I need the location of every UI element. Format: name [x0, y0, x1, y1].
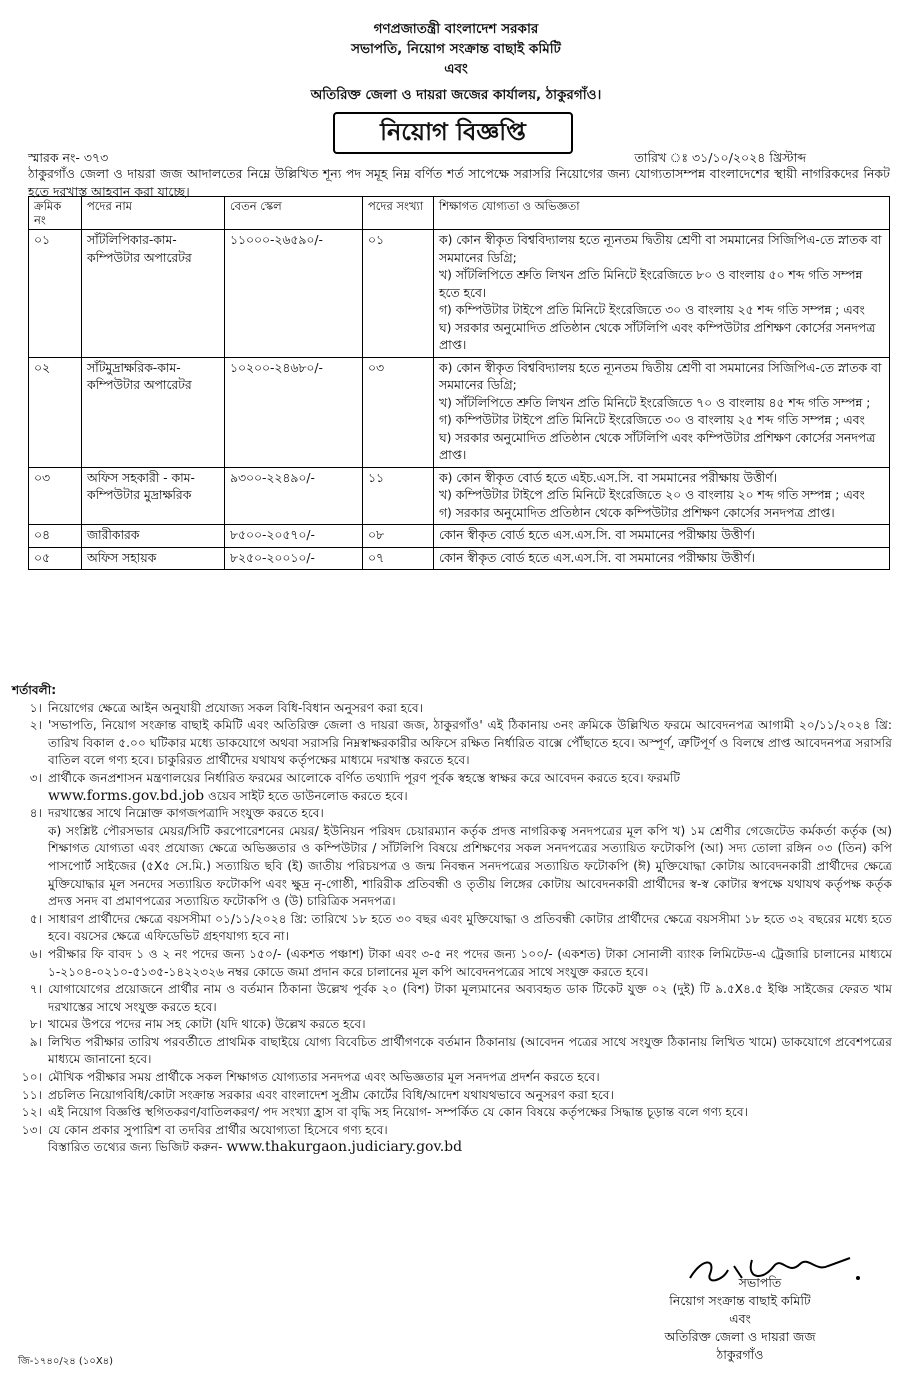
term-number: ১০।: [21, 1070, 42, 1085]
term-text: [48, 1069, 892, 1087]
term-text: [48, 717, 892, 770]
post-count-cell: ০৭: [363, 547, 434, 570]
print-code: জি-১৭৪০/২৪ (১০X৪): [18, 1356, 114, 1367]
table-row: [29, 230, 890, 358]
qualification-item: খ) সাঁটলিপিতে শ্রুতি লিখন প্রতি মিনিটে ইংরেজিতে ৭০ ও বাংলায় ৪৫ শব্দ গতি সম্পন্ন ;: [439, 395, 871, 410]
term-text-main: 'সভাপতি, নিয়োগ সংক্রান্ত বাছাই কমিটি এবং অতিরিক্ত জেলা ও দায়রা জজ, ঠাকুরগাঁও' এই ঠিকানায় ৩নং ক্রমিকে উল্লিখিত ফরমে আবেদনপত্র আগামী ২০/১১/২০২৪ খ্রি: তারিখ বিকাল ৫.০০ ঘটিকার মধ্যে ডাকযোগে অথবা সরাসরি নিম্নস্বাক্ষরকারীর অফিসে রক্ষিত নির্ধারিত বাক্সে পৌঁছাতে হবে। অস্পূর্ণ, ত্রুটিপূর্ণ ও বিলম্বে প্রাপ্ত আবেদনপত্র সরাসরি বাতিল বলে গণ্য হবে। চাকুরিরত প্রার্থীদের যথাযথ কর্তৃপক্ষের মাধ্যমে দরখাস্ত করতে হবে।: [48, 718, 892, 768]
term-text: [48, 770, 892, 805]
term-text: [48, 1034, 892, 1069]
post-count-cell: ০১: [363, 230, 434, 358]
term-text: [48, 911, 892, 946]
qualification-item: গ) কম্পিউটার টাইপে প্রতি মিনিটে ইংরেজিতে ৩০ ও বাংলায় ২৫ শব্দ গতি সম্পন্ন ; এবং: [439, 413, 865, 427]
top-strip: [0, 0, 912, 8]
term-text: [48, 1087, 892, 1105]
pay-scale-cell: ৮২৫০-২০০১০/-: [225, 547, 363, 570]
term-text: [48, 1104, 892, 1122]
memo-number: স্মারক নং- ৩৭৩: [28, 150, 109, 165]
header-post-count: পদের সংখ্যা: [363, 197, 434, 230]
term-text-main: দরখাস্তের সাথে নিম্নোক্ত কাগজপত্রাদি সংযুক্ত করতে হবে।: [48, 806, 324, 821]
post-name-cell: সাঁটমুদ্রাক্ষরিক-কাম-কম্পিউটার অপারেটর: [82, 357, 225, 467]
term-item: [12, 1122, 892, 1140]
qualification-cell: [434, 547, 890, 570]
term-number: ৫।: [29, 911, 42, 926]
term-number: ১১।: [21, 1087, 42, 1102]
terms-label: শর্তাবলী:: [12, 683, 57, 697]
post-name-cell: অফিস সহায়ক: [82, 547, 225, 570]
signature-block: [590, 1248, 890, 1364]
term-text: [48, 700, 892, 718]
visit-text: বিস্তারিত তথ্যের জন্য ভিজিট করুন-: [48, 1140, 223, 1155]
table-header-row: [29, 197, 890, 230]
notice-date: তারিখ ঃ ৩১/১০/২০২৪ খ্রিস্টাব্দ: [634, 150, 806, 165]
terms-section: [12, 682, 892, 1157]
signature-line-1: নিয়োগ সংক্রান্ত বাছাই কমিটি: [669, 1293, 811, 1308]
intro-paragraph: ঠাকুরগাঁও জেলা ও দায়রা জজ আদালতের নিম্নে উল্লিখিত শূন্য পদ সমূহ নিম্ন বর্ণিত শর্ত সাপেক্ষে সরাসরি নিয়োগের জন্য যোগ্যতাসম্পন্ন বাংলাদেশের স্থায়ী নাগরিকদের নিকট হতে দরখাস্ত আহবান করা যাচ্ছে।: [28, 166, 890, 199]
table-row: [29, 547, 890, 570]
term-item: [12, 1069, 892, 1087]
term-text-extra: ওয়েব সাইট হতে ডাউনলোড করতে হবে।: [204, 788, 408, 803]
table-body: [29, 230, 890, 570]
term-text-extra: ক) সংশ্লিষ্ট পৌরসভার মেয়র/সিটি করপোরেশনের মেয়র/ ইউনিয়ন পরিষদ চেয়ারম্যান কর্তৃক প্রদত্ত নাগরিকত্ব সনদপত্রের মূল কপি খ) ১ম শ্রেণীর গেজেটেড কর্মকর্তা কর্তৃক (অ) শিক্ষাগত যোগ্যতা এবং প্রযোজ্য ক্ষেত্রে অভিজ্ঞতার ও কম্পিউটার / সাঁটলিপি বিষয়ে প্রশিক্ষণের সকল সনদপত্রের সত্যায়িত ফটোকপি (আ) সদ্য তোলা রঙ্গিন ০৩ (তিন) কপি পাসপোর্ট সাইজের (৫X৫ সে.মি.) সত্যায়িত ছবি (ই) জাতীয় পরিচয়পত্র ও জন্ম নিবন্ধন সনদপত্রের সত্যায়িত ফটোকপি (ঈ) মুক্তিযোদ্ধা কোটায় আবেদনকারী প্রার্থীদের ক্ষেত্রে মুক্তিযোদ্ধার মূল সনদের সত্যায়িত ফটোকপি এবং ক্ষুদ্র নৃ-গোষ্ঠী, শারিরীক প্রতিবন্ধী ও তৃতীয় লিঙ্গের কোটায় আবেদনকারী প্রার্থীদের স্ব-স্ব কোটার স্বপক্ষে যথাযথ কর্তৃপক্ষ কর্তৃক প্রদত্ত সনদ বা প্রমাণপত্রের সত্যায়িত ফটোকপি ও (উ) চারিত্রিক সনদপত্র।: [48, 823, 892, 909]
visit-line: [12, 1139, 892, 1157]
term-text-main: নিয়োগের ক্ষেত্রে আইন অনুযায়ী প্রযোজ্য সকল বিধি-বিধান অনুসরণ করা হবে।: [48, 700, 424, 715]
qualification-cell: [434, 357, 890, 467]
qualification-item: ক) কোন স্বীকৃত বোর্ড হতে এইচ.এস.সি. বা সমমানের পরীক্ষায় উত্তীর্ণ।: [439, 470, 778, 485]
term-number: ৪।: [29, 806, 42, 821]
header-government: গণপ্রজাতন্ত্রী বাংলাদেশ সরকার: [373, 21, 539, 37]
table-row: [29, 467, 890, 525]
qualification-item: গ) কম্পিউটার টাইপে প্রতি মিনিটে ইংরেজিতে ৩০ ও বাংলায় ২৫ শব্দ গতি সম্পন্ন ; এবং: [439, 303, 865, 317]
post-name-cell: অফিস সহকারী - কাম- কম্পিউটার মুদ্রাক্ষরিক: [82, 467, 225, 525]
header-and: এবং: [444, 61, 468, 77]
serial-cell: ০৫: [29, 547, 82, 570]
term-item: [12, 717, 892, 770]
header-office: অতিরিক্ত জেলা ও দায়রা জজের কার্যালয়, ঠাকুরগাঁও।: [310, 87, 602, 103]
post-count-cell: ০৩: [363, 357, 434, 467]
term-item: [12, 1087, 892, 1105]
table-row: [29, 357, 890, 467]
term-item: [12, 1016, 892, 1034]
term-number: ২।: [29, 718, 42, 733]
term-number: ৩।: [29, 770, 42, 785]
qualification-item: কোন স্বীকৃত বোর্ড হতে এস.এস.সি. বা সমমানের পরীক্ষায় উত্তীর্ণ।: [439, 550, 755, 565]
term-text-main: যোগাযোগের প্রয়োজনে প্রার্থীর নাম ও বর্তমান ঠিকানা উল্লেখ পূর্বক ২০ (বিশ) টাকা মূল্যমানের অব্যবহৃত ডাক টিকেট যুক্ত ০২ (দুই) টি ৯.৫X৪.৫ ইঞ্চি সাইজের ফেরত খাম দরখাস্তের সাথে সংযুক্ত করতে হবে।: [48, 982, 892, 1014]
table-row: [29, 525, 890, 548]
term-text-main: লিখিত পরীক্ষার তারিখ পরবর্তীতে প্রাথমিক বাছাইয়ে যোগ্য বিবেচিত প্রার্থীগণকে বর্তমান ঠিকানায় (আবেদন পত্রের সাথে সংযুক্ত ঠিকানায় লিখিত খামে) ডাকযোগে প্রবেশপত্রের মাধ্যমে জানানো হবে।: [48, 1034, 893, 1067]
header-pay-scale: বেতন স্কেল: [225, 197, 363, 230]
term-text-main: যে কোন প্রকার সুপারিশ বা তদবির প্রার্থীর অযোগ্যতা হিসেবে গণ্য হবে।: [48, 1122, 388, 1137]
term-item: [12, 911, 892, 946]
header-committee: সভাপতি, নিয়োগ সংক্রান্ত বাছাই কমিটি: [351, 41, 561, 57]
header-post-name: পদের নাম: [82, 197, 225, 230]
term-text: [48, 1122, 892, 1140]
serial-cell: ০১: [29, 230, 82, 358]
qualification-cell: [434, 525, 890, 548]
serial-cell: ০৩: [29, 467, 82, 525]
qualification-item: কোন স্বীকৃত বোর্ড হতে এস.এস.সি. বা সমমানের পরীক্ষায় উত্তীর্ণ।: [439, 528, 755, 542]
pay-scale-cell: ৮৫০০-২০৫৭০/-: [225, 525, 363, 548]
post-count-cell: ১১: [363, 467, 434, 525]
term-number: ১২।: [21, 1105, 42, 1120]
term-item: [12, 1034, 892, 1069]
qualification-cell: [434, 230, 890, 358]
post-name-cell: সাঁটলিপিকার-কাম- কম্পিউটার অপারেটর: [82, 230, 225, 358]
qualification-item: গ) সরকার অনুমোদিত প্রতিষ্ঠান থেকে কম্পিউটার প্রশিক্ষণ কোর্সের সনদপত্র প্রাপ্ত।: [439, 505, 835, 520]
term-item: [12, 981, 892, 1016]
pay-scale-cell: ১১০০০-২৬৫৯০/-: [225, 230, 363, 358]
qualification-item: খ) সাঁটলিপিতে শ্রুতি লিখন প্রতি মিনিটে ইংরেজিতে ৮০ ও বাংলায় ৫০ শব্দ গতি সম্পন্ন হতে হবে।: [439, 268, 863, 300]
term-item: [12, 805, 892, 911]
qualification-item: ক) কোন স্বীকৃত বিশ্ববিদ্যালয় হতে ন্যূনতম দ্বিতীয় শ্রেণী বা সমমানের সিজিপিএ-তে স্নাতক বা সমমানের ডিগ্রি;: [439, 233, 882, 265]
term-number: ৬।: [29, 946, 42, 961]
term-text-main: এই নিয়োগ বিজ্ঞপ্তি স্থগিতকরণ/বাতিলকরণ/ পদ সংখ্যা হ্রাস বা বৃদ্ধি সহ নিয়োগ- সম্পর্কিত যে কোন বিষয়ে কর্তৃপক্ষের সিদ্ধান্ত চূড়ান্ত বলে গণ্য হবে।: [48, 1105, 748, 1120]
terms-list: [12, 700, 892, 1140]
qualification-item: ঘ) সরকার অনুমোদিত প্রতিষ্ঠান থেকে সাঁটলিপি এবং কম্পিউটার প্রশিক্ষণ কোর্সের সনদপত্র প্রাপ্ত।: [439, 320, 876, 352]
serial-cell: ০৪: [29, 525, 82, 548]
term-text: [48, 805, 892, 911]
term-number: ১।: [29, 700, 42, 715]
term-number: ৮।: [29, 1017, 42, 1032]
term-item: [12, 1104, 892, 1122]
term-text-main: প্রার্থীকে জনপ্রশাসন মন্ত্রণালয়ের নির্ধারিত ফরমের আলোকে বর্ণিত তথ্যাদি পূরণ পূর্বক স্বহস্তে স্বাক্ষর করে আবেদন করতে হবে। ফরমটি: [48, 770, 680, 785]
term-number: ৯।: [29, 1034, 42, 1049]
pay-scale-cell: ১০২০০-২৪৬৮০/-: [225, 357, 363, 467]
qualification-cell: [434, 467, 890, 525]
vacancy-table: [28, 196, 890, 570]
serial-cell: ০২: [29, 357, 82, 467]
forms-website-link[interactable]: www.forms.gov.bd.job: [48, 787, 205, 804]
term-number: ৭।: [29, 982, 42, 997]
post-count-cell: ০৮: [363, 525, 434, 548]
term-text-main: পরীক্ষার ফি বাবদ ১ ও ২ নং পদের জন্য ১৫০/- (একশত পঞ্চাশ) টাকা এবং ৩-৫ নং পদের জন্য ১০০/- (একশত) টাকা সোনালী ব্যাংক লিমিটেড-এ ট্রেজারি চালানের মাধ্যমে ১-২১০৪-০২১০-৫১৩৫-১৪২২৩২৬ নম্বর কোডে জমা প্রদান করে চালানের মূল কপি আবেদনপত্রের সাথে সংযুক্ত করতে হবে।: [48, 946, 892, 979]
header-serial: ক্রমিক নং: [29, 197, 82, 230]
notice-title: নিয়োগ বিজ্ঞপ্তি: [333, 112, 573, 154]
website-link[interactable]: www.thakurgaon.judiciary.gov.bd: [226, 1139, 463, 1156]
qualification-item: ঘ) সরকার অনুমোদিত প্রতিষ্ঠান থেকে সাঁটলিপি এবং কম্পিউটার প্রশিক্ষণ কোর্সের সনদপত্র প্রাপ্ত।: [439, 430, 876, 462]
term-text: [48, 1016, 892, 1034]
signature-role: সভাপতি: [738, 1275, 782, 1290]
qualification-item: খ) কম্পিউটার টাইপে প্রতি মিনিটে ইংরেজিতে ২০ ও বাংলায় ২০ শব্দ গতি সম্পন্ন ; এবং: [439, 488, 865, 502]
term-item: [12, 700, 892, 718]
term-text-main: সাধারণ প্রার্থীদের ক্ষেত্রে বয়সসীমা ০১/১১/২০২৪ খ্রি: তারিখে ১৮ হতে ৩০ বছর এবং মুক্তিযোদ্ধা ও প্রতিবন্ধী কোটার প্রার্থীদের ক্ষেত্রে বয়সসীমা ১৮ হতে ৩২ বছরের মধ্যে হতে হবে। বয়সের ক্ষেত্রে এফিডেভিট গ্রহণযাগ্য হবে না।: [48, 911, 892, 944]
post-name-cell: জারীকারক: [82, 525, 225, 548]
signature-line-3: অতিরিক্ত জেলা ও দায়রা জজ: [664, 1329, 816, 1344]
header-qualification: শিক্ষাগত যোগ্যতা ও অভিজ্ঞতা: [434, 197, 890, 230]
pay-scale-cell: ৯৩০০-২২৪৯০/-: [225, 467, 363, 525]
signature-line-2: এবং: [729, 1311, 751, 1326]
term-item: [12, 770, 892, 805]
term-item: [12, 946, 892, 981]
term-text: [48, 946, 892, 981]
term-text: [48, 981, 892, 1016]
term-text-main: খামের উপরে পদের নাম সহ কোটা (যদি থাকে) উল্লেখ করতে হবে।: [48, 1017, 366, 1032]
qualification-item: ক) কোন স্বীকৃত বিশ্ববিদ্যালয় হতে ন্যূনতম দ্বিতীয় শ্রেণী বা সমমানের সিজিপিএ-তে স্নাতক বা সমমানের ডিগ্রি;: [439, 360, 882, 392]
signature-line-4: ঠাকুরগাঁও: [716, 1347, 764, 1362]
term-text-main: প্রচলিত নিয়োগবিধি/কোটা সংক্রান্ত সরকার এবং বাংলাদেশ সুপ্রীম কোর্টের বিধি/আদেশ যথাযথভাবে অনুসরণ করা হবে।: [48, 1087, 614, 1102]
term-text-main: মৌখিক পরীক্ষার সময় প্রার্থীকে সকল শিক্ষাগত যোগ্যতার সনদপত্র এবং অভিজ্ঞতার মূল সনদপত্র প্রদর্শন করতে হবে।: [48, 1070, 600, 1085]
term-number: ১৩।: [21, 1122, 42, 1137]
